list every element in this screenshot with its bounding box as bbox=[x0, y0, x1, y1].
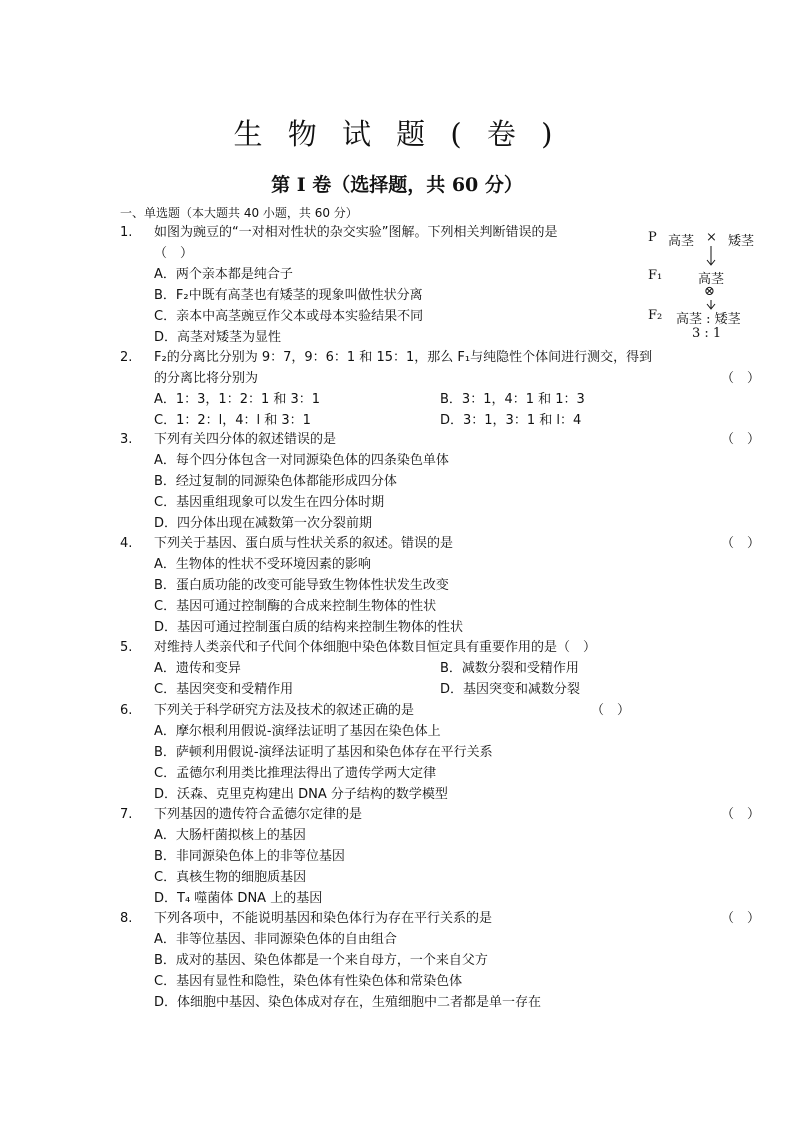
diagram-f1-tall: 高茎 bbox=[698, 272, 725, 287]
question-number: 8. bbox=[120, 911, 133, 926]
diagram-f2-label: F₂ bbox=[648, 308, 663, 323]
diagram-cross-symbol: × bbox=[706, 230, 717, 245]
option-b: B．成对的基因、染色体都是一个来自母方，一个来自父方 bbox=[154, 953, 488, 968]
page-title: 生 物 试 题 ( 卷 ) bbox=[233, 117, 561, 151]
question-stem: 对维持人类亲代和子代间个体细胞中染色体数目恒定具有重要作用的是（ ） bbox=[154, 640, 597, 655]
option-b: B．蛋白质功能的改变可能导致生物体性状发生改变 bbox=[154, 578, 449, 593]
question-number: 1. bbox=[120, 225, 133, 240]
diagram-p-tall: 高茎 bbox=[668, 234, 695, 249]
option-c: C．亲本中高茎豌豆作父本或母本实验结果不同 bbox=[154, 309, 424, 324]
question-stem: 下列关于科学研究方法及技术的叙述正确的是 bbox=[154, 703, 415, 718]
option-b: B．经过复制的同源染色体都能形成四分体 bbox=[154, 474, 397, 489]
option-c: C．1：2：l，4：l 和 3：1 bbox=[154, 413, 311, 428]
question-stem-line2: （ ） bbox=[154, 246, 194, 261]
option-a: A．每个四分体包含一对同源染色体的四条染色单体 bbox=[154, 453, 449, 468]
option-c: C．孟德尔利用类比推理法得出了遗传学两大定律 bbox=[154, 766, 437, 781]
option-a: A．生物体的性状不受环境因素的影响 bbox=[154, 557, 371, 572]
diagram-p-label: P bbox=[648, 230, 657, 245]
diagram-self-symbol: ⊗ bbox=[704, 284, 715, 299]
option-d: D．沃森、克里克构建出 DNA 分子结构的数学模型 bbox=[154, 787, 448, 802]
question-3 bbox=[120, 429, 760, 534]
cross-diagram bbox=[640, 224, 786, 348]
question-1 bbox=[120, 222, 630, 345]
question-number: 4. bbox=[120, 536, 133, 551]
question-stem-line2: 的分离比将分别为 bbox=[154, 371, 259, 386]
option-d: D．基因可通过控制蛋白质的结构来控制生物体的性状 bbox=[154, 620, 464, 635]
option-c: C．基因可通过控制酶的合成来控制生物体的性状 bbox=[154, 599, 437, 614]
question-6 bbox=[120, 700, 630, 805]
question-7 bbox=[120, 804, 760, 909]
question-stem: 下列关于基因、蛋白质与性状关系的叙述。错误的是 bbox=[154, 536, 454, 551]
question-number: 5. bbox=[120, 640, 133, 655]
option-c: C．基因有显性和隐性，染色体有性染色体和常染色体 bbox=[154, 974, 463, 989]
question-5 bbox=[120, 637, 760, 700]
option-a: A．摩尔根利用假说-演绎法证明了基因在染色体上 bbox=[154, 724, 441, 739]
option-a: A．大肠杆菌拟核上的基因 bbox=[154, 828, 306, 843]
diagram-f2-ratio: 3 : 1 bbox=[692, 326, 722, 341]
option-b: B．非同源染色体上的非等位基因 bbox=[154, 849, 345, 864]
option-a: A．非等位基因、非同源染色体的自由组合 bbox=[154, 932, 397, 947]
option-d: D．体细胞中基因、染色体成对存在，生殖细胞中二者都是单一存在 bbox=[154, 995, 542, 1010]
section-heading: 一、单选题（本大题共 40 小题，共 60 分） bbox=[120, 206, 358, 220]
question-number: 6. bbox=[120, 703, 133, 718]
option-d: D．T₄ 噬菌体 DNA 上的基因 bbox=[154, 891, 323, 906]
question-4 bbox=[120, 533, 760, 638]
question-stem: F₂的分离比分别为 9：7，9：6：1 和 15：1，那么 F₁与纯隐性个体间进行测交，得到 bbox=[154, 350, 653, 365]
question-number: 3. bbox=[120, 432, 133, 447]
option-c: C．基因突变和受精作用 bbox=[154, 682, 294, 697]
option-b: B．减数分裂和受精作用 bbox=[440, 661, 579, 676]
option-b: B．F₂中既有高茎也有矮茎的现象叫做性状分离 bbox=[154, 288, 423, 303]
diagram-p-short: 矮茎 bbox=[728, 234, 755, 249]
question-8 bbox=[120, 908, 760, 1013]
option-a: A．1：3，1：2：1 和 3：1 bbox=[154, 392, 321, 407]
option-d: D．四分体出现在减数第一次分裂前期 bbox=[154, 516, 373, 531]
diagram-f2-phenotypes: 高茎 : 矮茎 bbox=[676, 312, 741, 327]
answer-bracket: （ ） bbox=[720, 432, 760, 447]
option-c: C．基因重组现象可以发生在四分体时期 bbox=[154, 495, 385, 510]
option-d: D．高茎对矮茎为显性 bbox=[154, 330, 282, 345]
question-stem: 如图为豌豆的“一对相对性状的杂交实验”图解。下列相关判断错误的是 bbox=[154, 225, 558, 240]
part-title: 第 I 卷（选择题，共 60 分） bbox=[271, 174, 523, 196]
option-a: A．遗传和变异 bbox=[154, 661, 241, 676]
question-stem: 下列基因的遗传符合孟德尔定律的是 bbox=[154, 807, 363, 822]
answer-bracket: （ ） bbox=[720, 371, 760, 386]
question-stem: 下列有关四分体的叙述错误的是 bbox=[154, 432, 337, 447]
option-d: D．3：1，3：1 和 l：4 bbox=[440, 413, 582, 428]
question-number: 7. bbox=[120, 807, 133, 822]
question-2 bbox=[120, 347, 760, 431]
option-b: B．3：1，4：1 和 1：3 bbox=[440, 392, 585, 407]
answer-bracket: （ ） bbox=[720, 807, 760, 822]
answer-bracket: （ ） bbox=[720, 911, 760, 926]
option-b: B．萨顿利用假说-演绎法证明了基因和染色体存在平行关系 bbox=[154, 745, 493, 760]
question-number: 2. bbox=[120, 350, 133, 365]
question-stem: 下列各项中，不能说明基因和染色体行为存在平行关系的是 bbox=[154, 911, 493, 926]
answer-bracket: （ ） bbox=[590, 703, 630, 718]
option-c: C．真核生物的细胞质基因 bbox=[154, 870, 307, 885]
option-d: D．基因突变和减数分裂 bbox=[440, 682, 581, 697]
answer-bracket: （ ） bbox=[720, 536, 760, 551]
option-a: A．两个亲本都是纯合子 bbox=[154, 267, 293, 282]
diagram-f1-label: F₁ bbox=[648, 268, 663, 283]
